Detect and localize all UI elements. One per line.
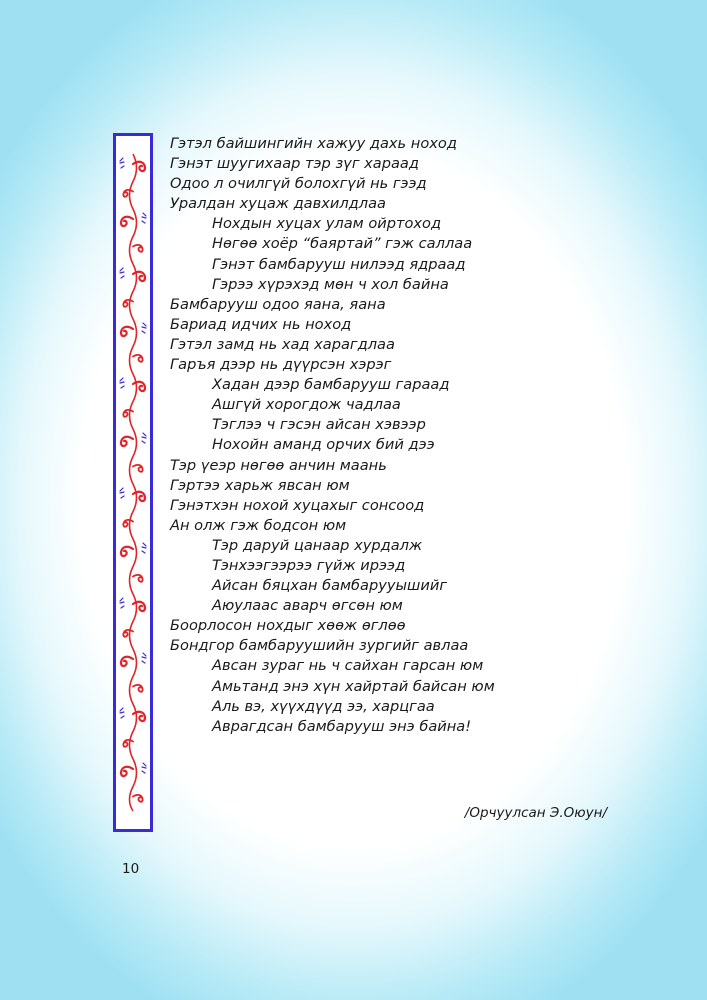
ornament-curl xyxy=(133,162,145,171)
ornament-curl xyxy=(121,547,133,556)
ornament-accent xyxy=(142,763,146,773)
poem-line: Гэтэл замд нь хад харагдлаа xyxy=(170,335,395,353)
poem-line: Аврагдсан бамбарууш энэ байна! xyxy=(212,717,472,735)
poem-line: Бондгор бамбаруушийн зургийг авлаа xyxy=(170,637,469,655)
poem-line: Тэглээ ч гэсэн айсан хэвээр xyxy=(212,416,426,434)
scroll-vine-ornament-icon xyxy=(116,136,150,829)
ornament-accent xyxy=(142,543,146,553)
poem-line: Гэнэт шуугихаар тэр зүг хараад xyxy=(170,155,419,173)
poem-line: Гэнэт бамбарууш нилээд ядраад xyxy=(212,255,466,273)
poem-line: Хадан дээр бамбарууш гараад xyxy=(212,376,450,394)
ornament-accent xyxy=(120,378,124,388)
poem-line: Одоо л очилгүй болохгүй нь гээд xyxy=(170,175,427,193)
poem-line: Нохдын хуцах улам ойртоход xyxy=(212,215,442,233)
ornament-curl xyxy=(133,712,145,721)
poem-line: Боорлосон нохдыг хөөж өглөө xyxy=(170,617,406,635)
poem-line: Амьтанд энэ хүн хайртай байсан юм xyxy=(212,677,495,695)
poem-line: Гэрээ хүрэхэд мөн ч хол байна xyxy=(212,275,449,293)
ornament-curl xyxy=(123,520,133,527)
ornament-curl xyxy=(133,245,143,252)
ornament-curl xyxy=(121,217,133,226)
ornament-accent xyxy=(120,488,124,498)
poem-line: Ан олж гэж бодсон юм xyxy=(170,516,347,534)
translator-attribution: /Орчуулсан Э.Оюун/ xyxy=(464,805,607,821)
poem-line: Гэтэл байшингийн хажуу дахь ноход xyxy=(170,135,457,152)
ornament-curl xyxy=(121,657,133,666)
ornament-curl xyxy=(133,272,145,281)
ornament-accent xyxy=(142,323,146,333)
poem-line: Тэр үеэр нөгөө анчин маань xyxy=(170,456,387,474)
ornament-accent xyxy=(142,653,146,663)
ornament-accent xyxy=(120,598,124,608)
ornament-curl xyxy=(121,327,133,336)
ornament-curl xyxy=(133,575,143,582)
poem-line: Уралдан хуцаж давхилдлаа xyxy=(170,195,386,213)
ornament-curl xyxy=(121,767,133,776)
ornament-border-frame xyxy=(113,133,153,832)
poem-line: Айсан бяцхан бамбарууышийг xyxy=(212,577,448,595)
ornament-curl xyxy=(133,465,143,472)
ornament-accent xyxy=(120,708,124,718)
ornament-curl xyxy=(133,355,143,362)
poem-line: Бамбарууш одоо яана, яана xyxy=(170,295,386,313)
ornament-curl xyxy=(133,795,143,802)
ornament-curl xyxy=(123,190,133,197)
poem-line: Ашгүй хорогдож чадлаа xyxy=(212,396,401,414)
poem-line: Нохойн аманд орчих бий дээ xyxy=(212,436,435,454)
ornament-curl xyxy=(123,410,133,417)
poem-line: Аль вэ, хүүхдүүд ээ, харцгаа xyxy=(212,697,435,715)
poem-line: Гаръя дээр нь дүүрсэн хэрэг xyxy=(170,356,392,374)
ornament-curl xyxy=(121,437,133,446)
poem-line: Бариад идчих нь ноход xyxy=(170,315,352,333)
ornament-accent xyxy=(120,158,124,168)
ornament-curl xyxy=(123,300,133,307)
poem-line: Нөгөө хоёр “баяртай” гэж саллаа xyxy=(212,235,473,253)
ornament-curl xyxy=(133,492,145,501)
poem-line: Гэнэтхэн нохой хуцахыг сонсоод xyxy=(170,496,425,514)
poem-line: Гэртээ харьж явсан юм xyxy=(170,476,350,494)
page-number: 10 xyxy=(122,861,140,877)
poem-text xyxy=(170,134,630,737)
ornament-curl xyxy=(123,740,133,747)
ornament-curl xyxy=(133,382,145,391)
ornament-accent xyxy=(142,433,146,443)
ornament-curl xyxy=(123,630,133,637)
ornament-curl xyxy=(133,602,145,611)
ornament-accent xyxy=(142,213,146,223)
poem-line: Тэнхээгээрээ гүйж ирээд xyxy=(212,556,406,574)
poem-line: Тэр даруй цанаар хурдалж xyxy=(212,536,423,554)
ornament-accent xyxy=(120,268,124,278)
poem-line: Авсан зураг нь ч сайхан гарсан юм xyxy=(212,657,484,675)
ornament-curl xyxy=(133,685,143,692)
poem-line: Аюулаас аварч өгсөн юм xyxy=(212,597,403,615)
